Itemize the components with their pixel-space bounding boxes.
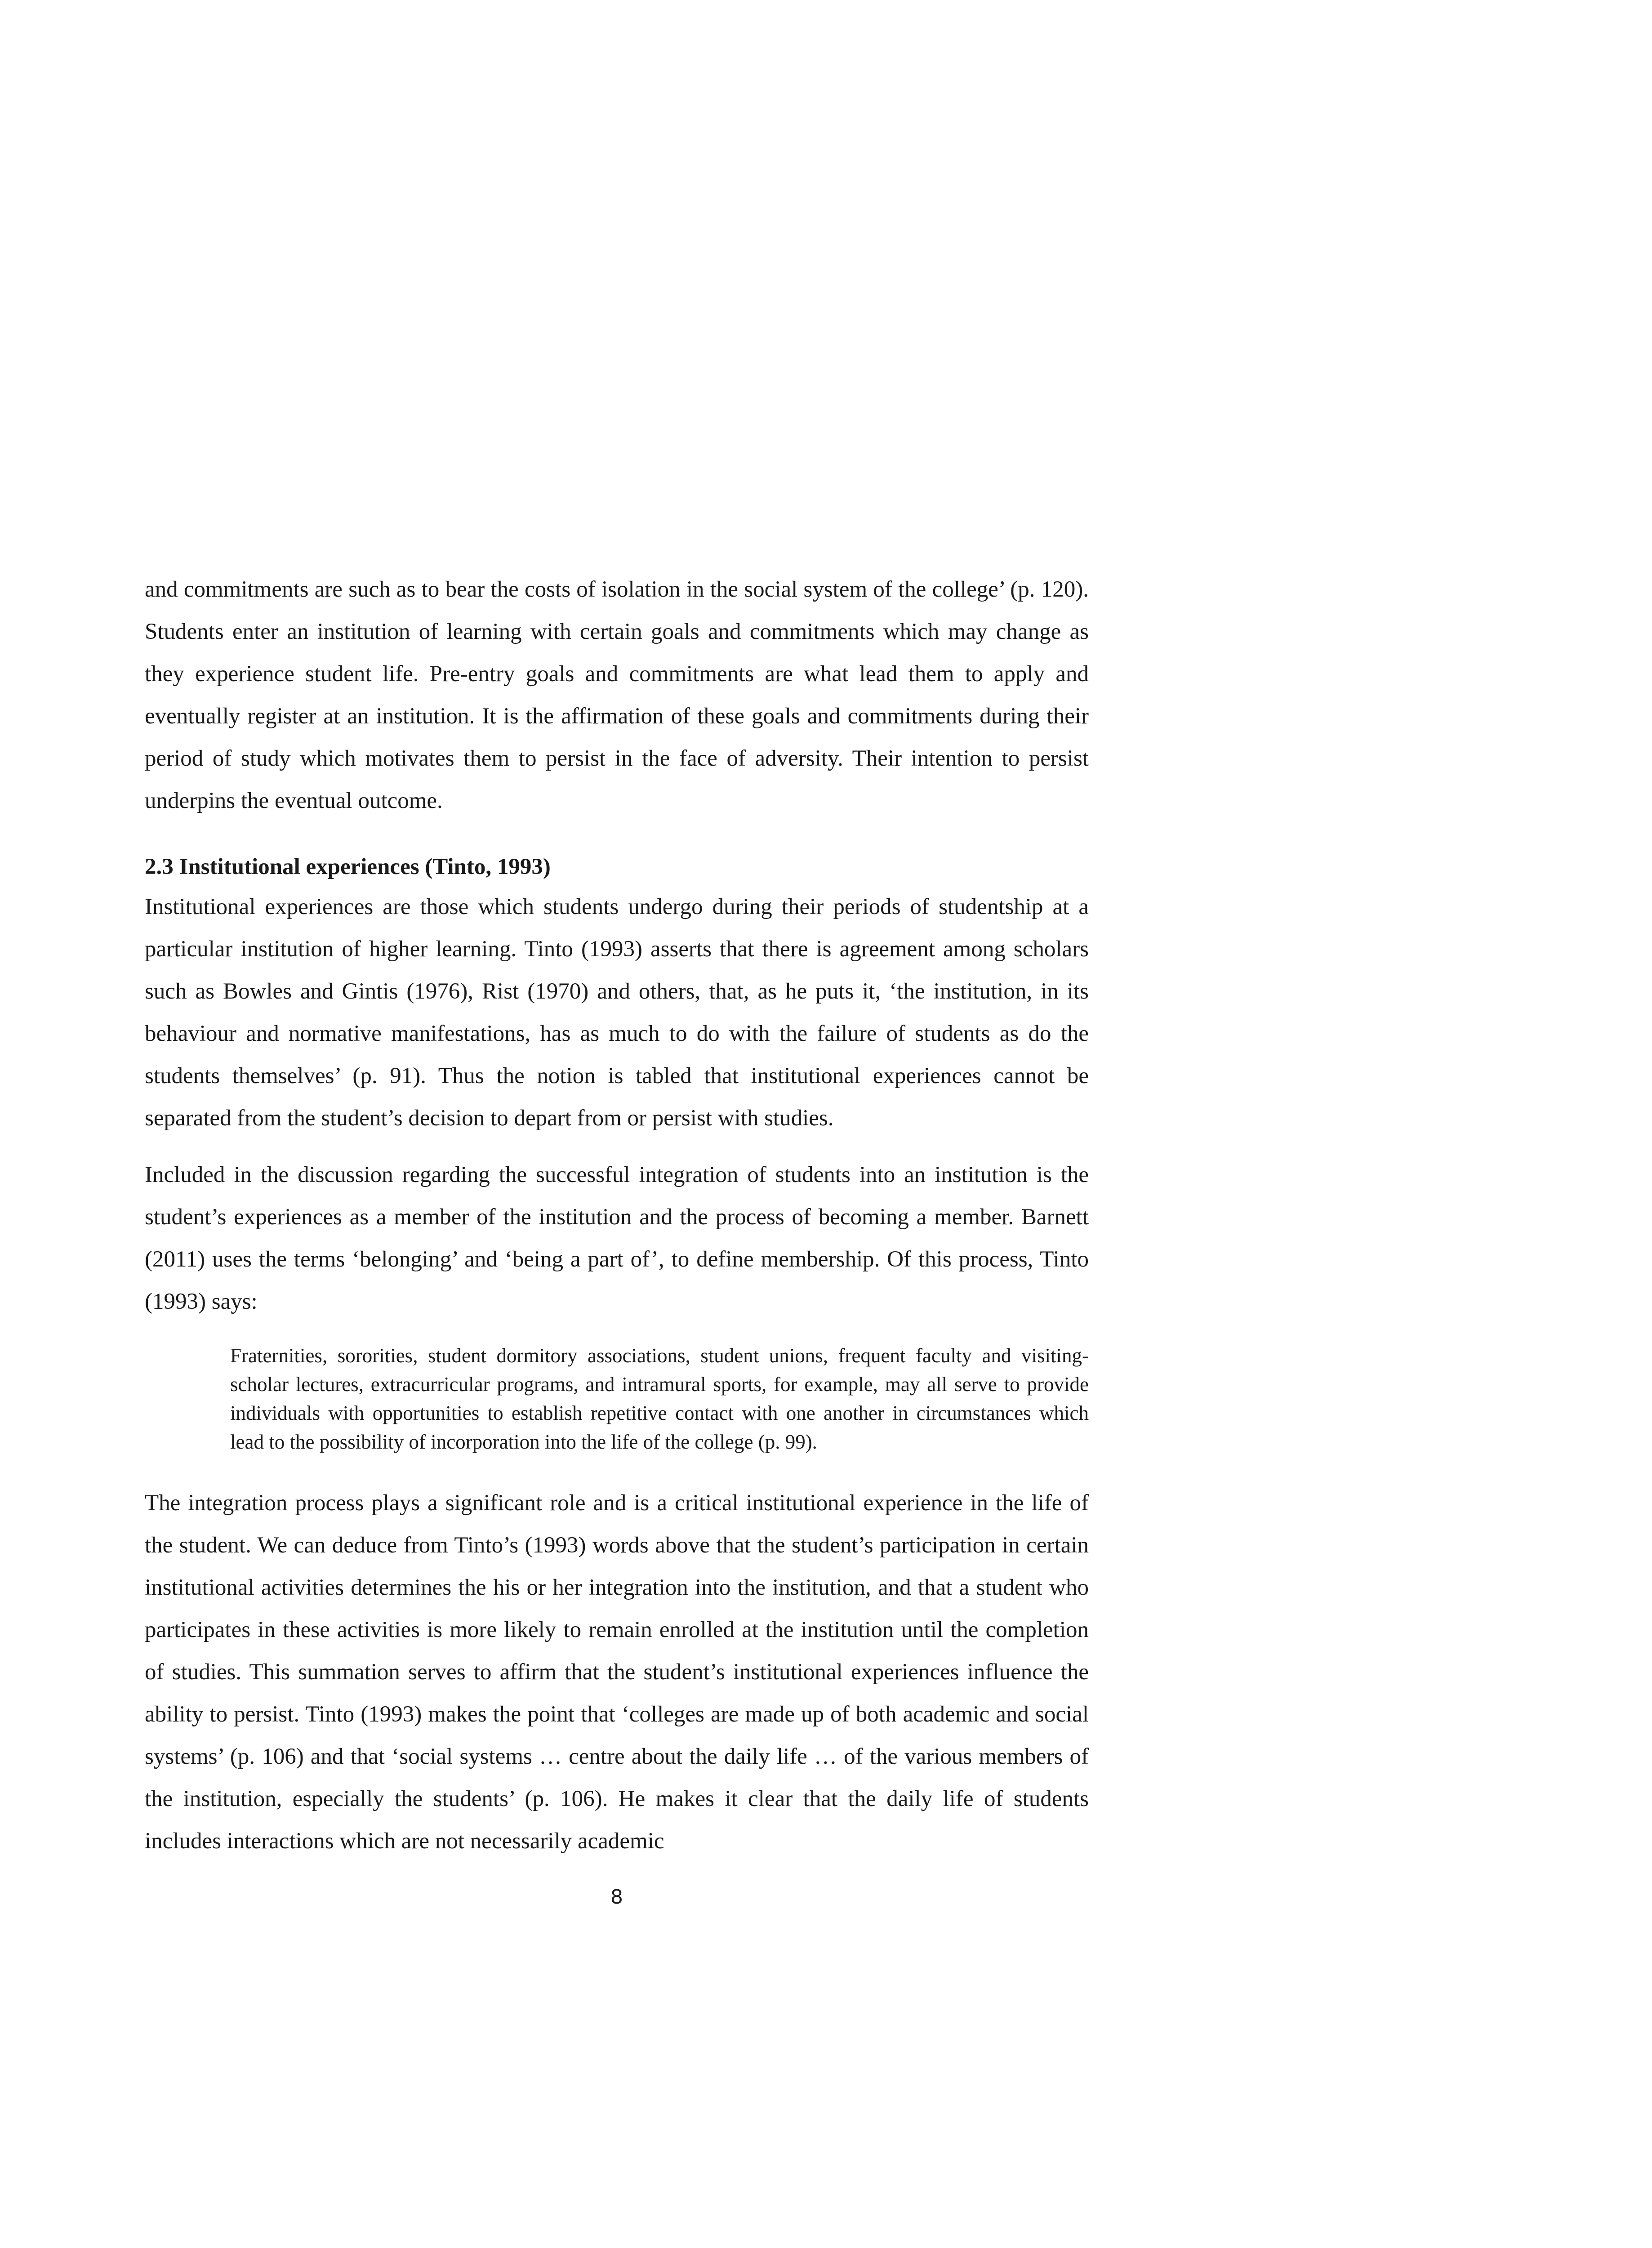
block-quote: Fraternities, sororities, student dormitory associations, student unions, frequent faculty and visiting-scholar lectures, extracurricular programs, and intramural sports, for example, may all serve to provide individuals with opportunities to establish repetitive contact with one another in circumstances which lead to the possibility of incorporation into the life of the college (p. 99).: [230, 1344, 1089, 1453]
body-paragraph-3: Included in the discussion regarding the successful integration of students into an institution is the student’s experiences as a member of the institution and the process of becoming a member. Barnett (2011) uses the terms ‘belonging’ and ‘being a part of’, to define membership. Of this process, Tinto (1993) says:: [145, 1162, 1089, 1314]
body-paragraph-1: and commitments are such as to bear the costs of isolation in the social system of the college’ (p. 120). Students enter an institution of learning with certain goals and commitments which may change as they experience student life. Pre-entry goals and commitments are what lead them to apply and eventually register at an institution. It is the affirmation of these goals and commitments during their period of study which motivates them to persist in the face of adversity. Their intention to persist underpins the eventual outcome.: [145, 577, 1089, 813]
body-paragraph-2: Institutional experiences are those which students undergo during their periods of studentship at a particular institution of higher learning. Tinto (1993) asserts that there is agreement among scholars such as Bowles and Gintis (1976), Rist (1970) and others, that, as he puts it, ‘the institution, in its behaviour and normative manifestations, has as much to do with the failure of students as do the students themselves’ (p. 91). Thus the notion is tabled that institutional experiences cannot be separated from the student’s decision to depart from or persist with studies.: [145, 894, 1089, 1131]
body-paragraph-4: The integration process plays a significant role and is a critical institutional experience in the life of the student. We can deduce from Tinto’s (1993) words above that the student’s participation in certain institutional activities determines the his or her integration into the institution, and that a student who participates in these activities is more likely to remain enrolled at the institution until the completion of studies. This summation serves to affirm that the student’s institutional experiences influence the ability to persist. Tinto (1993) makes the point that ‘colleges are made up of both academic and social systems’ (p. 106) and that ‘social systems … centre about the daily life … of the various members of the institution, especially the students’ (p. 106). He makes it clear that the daily life of students includes interactions which are not necessarily academic: [145, 1490, 1089, 1854]
section-heading: 2.3 Institutional experiences (Tinto, 1993): [145, 854, 551, 879]
page-number: 8: [610, 1886, 623, 1909]
